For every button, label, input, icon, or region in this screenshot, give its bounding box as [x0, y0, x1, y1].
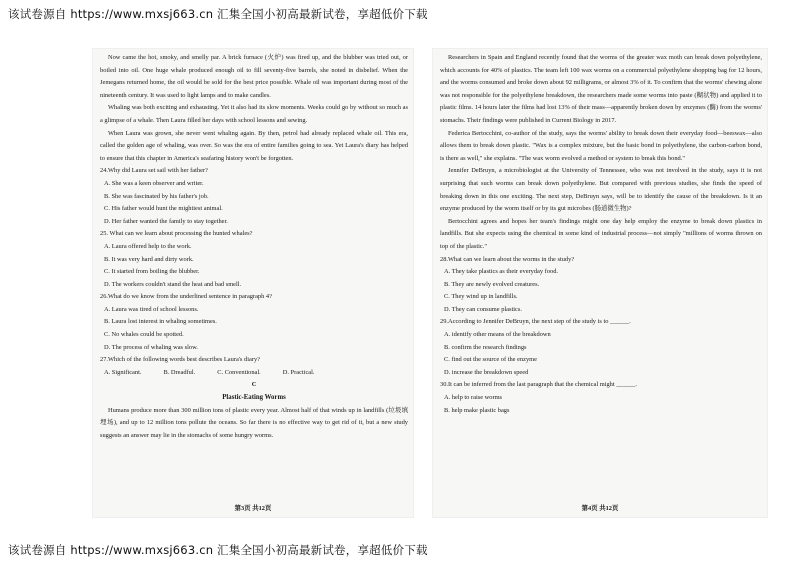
source-banner-bottom: 该试卷源自 https://www.mxsj663.cn 汇集全国小初高最新试卷，享超低价下载	[8, 543, 428, 557]
option: D. Practical.	[282, 368, 315, 376]
passage-title: Plastic-Eating Worms	[222, 394, 286, 402]
question-30: 30.It can be inferred from the last paragraph that the chemical might ______.	[440, 381, 637, 389]
option: C. find out the source of the enzyme	[444, 356, 537, 364]
option: A. Laura was tired of school lessons.	[104, 305, 199, 313]
option: B. Laura lost interest in whaling sometimes.	[104, 318, 217, 326]
page-number: 第3页 共12页	[234, 505, 272, 512]
option: A. help to raise worms	[444, 394, 503, 402]
passage-paragraph: When Laura was grown, she never went whaling again. By then, petrol had already replaced whale oil. This era, called the golden age of whaling, was over. So was the era of entire families going to sea. Yet Laura's diary has helped to ensure that this chapter in America's seafaring history won't be forgotten.	[100, 129, 408, 162]
option: A. Laura offered help to the work.	[104, 242, 192, 250]
question-26: 26.What do we know from the underlined sentence in paragraph 4?	[100, 293, 272, 301]
question-29: 29.According to Jennifer DeBruyn, the next step of the study is to ______.	[440, 318, 631, 326]
option: A. She was a keen observer and writer.	[104, 179, 204, 187]
option: C. His father would hunt the mightiest animal.	[104, 205, 223, 213]
option: C. No whales could be spotted.	[104, 331, 184, 339]
option: D. The workers couldn't stand the heat and bad smell.	[104, 280, 242, 288]
option: B. Dreadful.	[163, 368, 196, 376]
option: B. She was fascinated by his father's job.	[104, 192, 209, 200]
exam-page-right	[432, 48, 768, 518]
option: D. They can consume plastics.	[444, 305, 522, 313]
option: C. Conventional.	[217, 368, 261, 376]
passage-paragraph: Now came the hot, smoky, and smelly par. A brick furnace (火炉) was fired up, and the blubber was tried out, or boiled into oil. One huge whale produced enough oil to fill seventy-five barrels, she noted in disbelief. When the Jemegans returned home, the oil would be sold for the best price possible. Whale oil was important during most of the nineteenth century. It was used to light lamps and to make candles.	[100, 54, 408, 99]
option: D. The process of whaling was slow.	[104, 343, 198, 351]
page-number: 第4页 共12页	[581, 505, 619, 512]
question-28: 28.What can we learn about the worms in the study?	[440, 255, 575, 263]
option: B. help make plastic bags	[444, 406, 510, 414]
question-24: 24.Why did Laura set sail with her father?	[100, 167, 208, 175]
passage-paragraph: Bertocchini agrees and hopes her team's findings might one day help employ the enzyme to break down plastics in landfills. But she expects using the chemical in some kind of industrial process—not simply "millions of worms thrown on top of the plastic."	[440, 217, 762, 250]
question-27: 27.Which of the following words best describes Laura's diary?	[100, 356, 260, 364]
right-column	[440, 52, 762, 417]
option: D. increase the breakdown speed	[444, 368, 529, 376]
option: C. It started from boiling the blubber.	[104, 268, 200, 276]
left-column	[100, 52, 408, 442]
option: B. confirm the research findings	[444, 343, 527, 351]
exam-page-left	[92, 48, 414, 518]
passage-paragraph: Jennifer DeBruyn, a microbiologist at the University of Tennessee, who was not involved in the study, says it is not surprising that such worms can break down polyethylene. But compared with previous studies, she finds the speed of breaking down in this one exciting. The next step, DeBruyn says, will be to identify the cause of the breakdown. Is it an enzyme produced by the worm itself or by its gut microbes (肠道微生物)?	[440, 167, 762, 213]
option: D. Her father wanted the family to stay together.	[104, 217, 228, 225]
option: A. Significant.	[104, 368, 142, 376]
option: A. identify other means of the breakdown	[444, 331, 551, 339]
option: C. They wind up in landfills.	[444, 293, 518, 301]
passage-paragraph: Researchers in Spain and England recently found that the worms of the greater wax moth can break down polyethylene, which accounts for 40% of plastics. The team left 100 wax worms on a commercial polyethylene shopping bag for 12 hours, and the worms consumed and broke down about 92 milligrams, or almost 3% of it. To confirm that the worms' chewing alone was not responsible for the polyethylene breakdown, the researchers made some worms into paste (糊状物) and applied it to plastic films. 14 hours later the films had lost 13% of their mass—apparently broken down by enzymes (酶) from the worms' stomachs. Their findings were published in Current Biology in 2017.	[440, 54, 762, 124]
passage-paragraph: Humans produce more than 300 million tons of plastic every year. Almost half of that winds up in landfills (垃圾填埋场), and up to 12 million tons pollute the oceans. So far there is no effective way to get rid of it, but a new study suggests an answer may lie in the stomachs of some hungry worms.	[100, 406, 408, 439]
source-banner-top: 该试卷源自 https://www.mxsj663.cn 汇集全国小初高最新试卷，享超低价下载	[8, 7, 428, 21]
passage-paragraph: Whaling was both exciting and exhausting. Yet it also had its slow moments. Weeks could go by without so much as a glimpse of a whale. Then Laura filled her days with school lessons and sewing.	[100, 104, 408, 124]
section-label: C	[251, 381, 257, 389]
option: B. It was very hard and dirty work.	[104, 255, 194, 263]
passage-paragraph: Federica Bertocchini, co-author of the study, says the worms' ability to break down their everyday food—beeswax—also allows them to break down plastic. "Wax is a complex mixture, but the basic bond in polyethylene, the carbon-carbon bond, is there as well," she explains. "The wax worm evolved a method or system to break this bond."	[440, 129, 762, 162]
question-27-options	[100, 367, 408, 380]
option: B. They are newly evolved creatures.	[444, 280, 540, 288]
question-25: 25. What can we learn about processing the hunted whales?	[100, 230, 253, 238]
option: A. They take plastics as their everyday food.	[444, 268, 558, 276]
